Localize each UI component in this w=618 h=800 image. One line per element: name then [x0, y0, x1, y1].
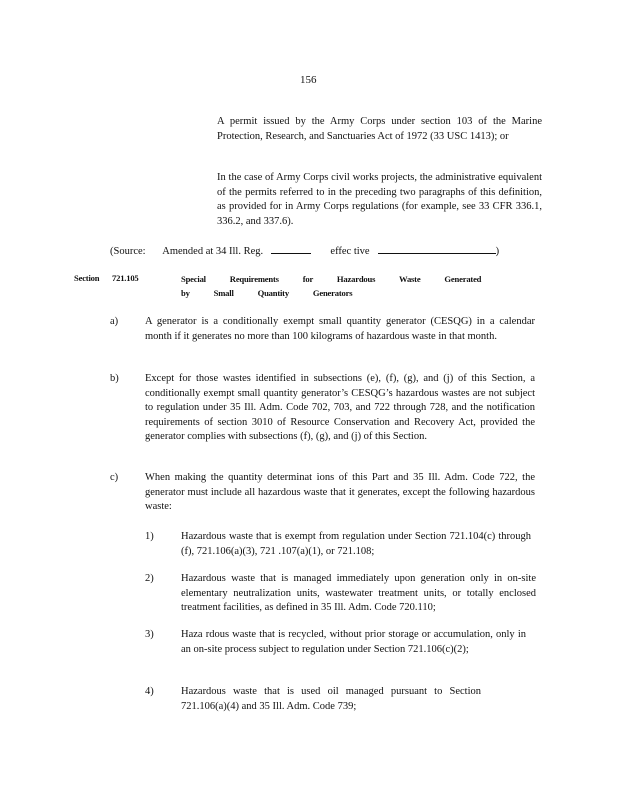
- subitem-label: 3): [145, 629, 154, 640]
- subitem-label: 2): [145, 573, 154, 584]
- subitem-label: 1): [145, 531, 154, 542]
- blank-line: [271, 242, 311, 254]
- blank-line: [378, 242, 496, 254]
- item-label: a): [110, 316, 119, 327]
- item-text: A generator is a conditionally exempt small quantity generator (CESQG) in a calendar month if it generates no more than 100 kilograms of hazardous waste in that month.: [145, 316, 535, 342]
- subitem-label: 4): [145, 686, 154, 697]
- source-close: ): [495, 246, 500, 257]
- item-text: Except for those wastes identified in subsections (e), (f), (g), and (j) of this Section, a conditionally exempt small quantity generator’s CESQG’s hazardous wastes are not subject to regulation under 35 Ill. Adm. Code 702, 703, and 722 through 728, and the notification requirements of section 3010 of Resource Conservation and Recovery Act, provided the generator complies with subsections (f), (g), and (j) of this Section.: [145, 373, 535, 443]
- item-text: When making the quantity determinat ions of this Part and 35 Ill. Adm. Code 722, the generator must include all hazardous waste that it generates, except the following hazardous waste:: [145, 472, 535, 513]
- section-number: 721.105: [112, 273, 139, 283]
- subitem-text: Hazardous waste that is exempt from regulation under Section 721.104(c) through (f), 721.106(a)(3), 721 .107(a)(1), or 721.108;: [181, 531, 531, 557]
- subitem-text: Hazardous waste that is managed immediately upon generation only in on-site elementary neutralization units, wastewater treatment units, or totally enclosed treatment facilities, as defined in 35 Ill. Adm. Code 720.110;: [181, 573, 536, 614]
- item-label: c): [110, 472, 119, 483]
- source-note: [110, 242, 499, 260]
- definition-paragraph: In the case of Army Corps civil works projects, the administrative equivalent of the permits referred to in the preceding two paragraphs of this definition, as provided for in Army Corps regulations (for example, see 33 CFR 336.1, 336.2, and 337.6).: [217, 172, 542, 227]
- definition-paragraph: A permit issued by the Army Corps under section 103 of the Marine Protection, Research, and Sanctuaries Act of 1972 (33 USC 1413); or: [217, 116, 542, 142]
- subitem-text: Haza rdous waste that is recycled, without prior storage or accumulation, only in an on-site process subject to regulation under Section 721.106(c)(2);: [181, 629, 526, 655]
- source-effective: effec tive: [330, 246, 370, 257]
- section-label: Section: [74, 273, 100, 283]
- section-title: Special Requirements for Hazardous Waste Generated by Small Quantity Generators: [181, 274, 482, 298]
- subitem-text: Hazardous waste that is used oil managed pursuant to Section 721.106(a)(4) and 35 Ill. Adm. Code 739;: [181, 686, 481, 712]
- item-label: b): [110, 373, 119, 384]
- source-amended: Amended at 34 Ill. Reg.: [162, 246, 264, 257]
- source-prefix: (Source:: [110, 246, 146, 257]
- page-number: 156: [300, 74, 317, 86]
